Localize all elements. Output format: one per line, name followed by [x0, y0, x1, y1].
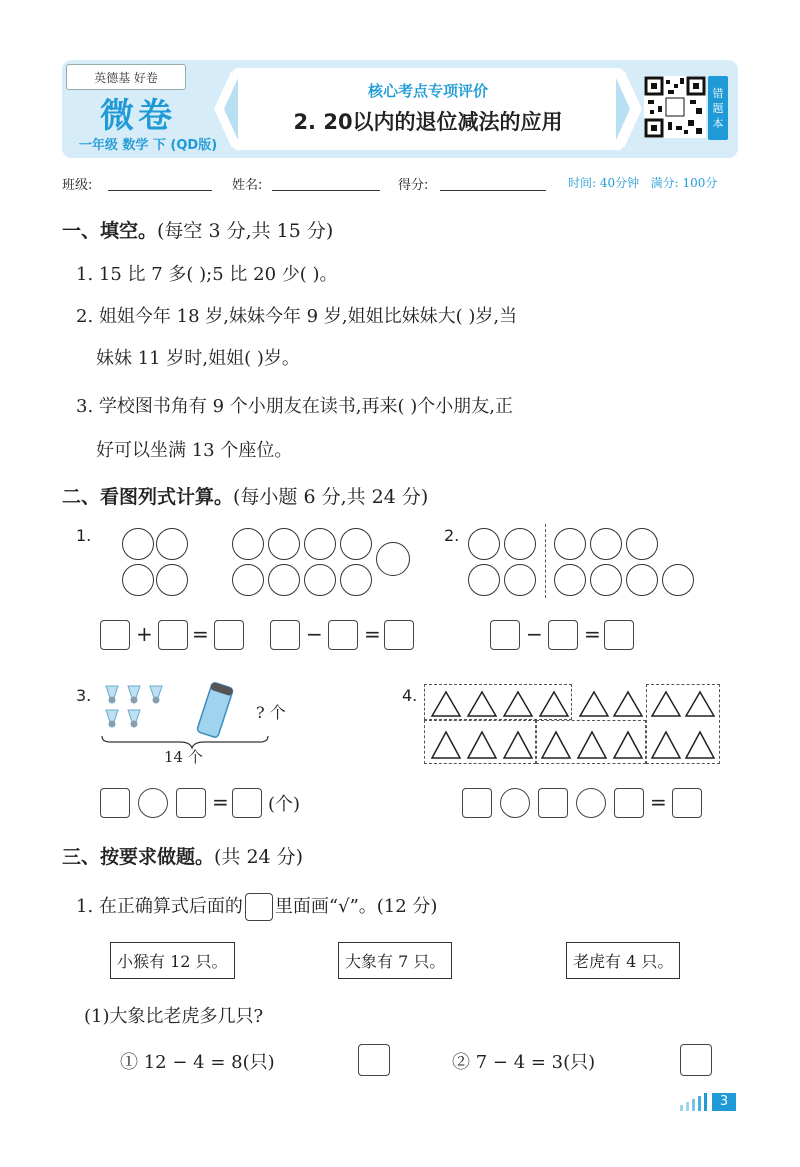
equals-sign: =: [192, 622, 209, 646]
answer-box[interactable]: [672, 788, 702, 818]
triangle: [652, 732, 680, 758]
check-box-option-2[interactable]: [680, 1044, 712, 1076]
q2-3-question: ? 个: [256, 703, 286, 722]
section-2-note: (每小题 6 分,共 24 分): [233, 486, 429, 508]
circle: [554, 528, 586, 560]
example-box: [245, 893, 273, 921]
tag-char-2: 题: [712, 101, 724, 115]
equals-sign: =: [212, 790, 229, 814]
triangle: [504, 732, 532, 758]
grade-subject: 一年级 数学 下 (QD版): [78, 138, 218, 153]
question-3-1: [76, 892, 437, 921]
circle: [156, 564, 188, 596]
circle: [122, 564, 154, 596]
circle: [554, 564, 586, 596]
answer-box[interactable]: [614, 788, 644, 818]
score-field[interactable]: [440, 190, 546, 191]
triangle: [504, 692, 532, 716]
section-3-note: (共 24 分): [214, 846, 304, 868]
triangle: [614, 692, 642, 716]
equals-sign: =: [364, 622, 381, 646]
q2-3-total: 14 个: [164, 748, 203, 766]
circle: [504, 528, 536, 560]
question-1-1: 1. 15 比 7 多( );5 比 20 少( )。: [76, 264, 338, 285]
circle: [304, 564, 336, 596]
name-label: 姓名:: [232, 178, 263, 193]
circle: [504, 564, 536, 596]
answer-box[interactable]: [100, 620, 130, 650]
triangle: [468, 732, 496, 758]
circle: [268, 528, 300, 560]
q2-4-number: 4.: [402, 686, 418, 705]
triangle: [578, 732, 606, 758]
circle: [304, 528, 336, 560]
info-box-elephants: 大象有 7 只。: [338, 942, 452, 979]
triangle: [686, 692, 714, 716]
answer-box[interactable]: [214, 620, 244, 650]
answer-box[interactable]: [548, 620, 578, 650]
triangle-figure: [424, 684, 724, 768]
brand-logo: 英德基 好卷: [66, 64, 186, 90]
class-label: 班级:: [62, 178, 93, 193]
divider-line: [545, 524, 546, 598]
answer-box[interactable]: [270, 620, 300, 650]
answer-box[interactable]: [462, 788, 492, 818]
circle: [590, 528, 622, 560]
section-1-note: (每空 3 分,共 15 分): [157, 220, 334, 242]
option-2: ② 7 − 4 = 3(只): [452, 1052, 596, 1073]
series-title: 微卷: [100, 96, 176, 136]
triangle: [580, 692, 608, 716]
minus-sign: −: [526, 622, 543, 646]
circle: [590, 564, 622, 596]
qr-code-icon[interactable]: [644, 76, 706, 138]
lesson-title: 2. 20以内的退位减法的应用: [293, 110, 563, 134]
circle: [268, 564, 300, 596]
shuttlecock-tube-icon: [197, 682, 234, 738]
answer-box[interactable]: [604, 620, 634, 650]
operator-circle[interactable]: [138, 788, 168, 818]
question-1-2-cont: 妹妹 11 岁时,姐姐( )岁。: [96, 348, 300, 369]
answer-box[interactable]: [158, 620, 188, 650]
answer-box[interactable]: [176, 788, 206, 818]
section-2-heading: [62, 482, 428, 509]
operator-circle[interactable]: [576, 788, 606, 818]
answer-box[interactable]: [328, 620, 358, 650]
class-field[interactable]: [108, 190, 212, 191]
circle: [626, 528, 658, 560]
section-1-heading: [62, 216, 333, 243]
tag-char-1: 错: [712, 86, 724, 100]
triangle: [614, 732, 642, 758]
circle: [376, 542, 410, 576]
section-3-title: 三、按要求做题。: [62, 846, 215, 868]
plus-sign: +: [136, 622, 153, 646]
circle: [468, 564, 500, 596]
page-number: 3: [712, 1093, 736, 1111]
page-bars-icon: [678, 1093, 708, 1111]
circle: [468, 528, 500, 560]
triangle: [540, 692, 568, 716]
q2-3-number: 3.: [76, 686, 92, 705]
answer-box[interactable]: [384, 620, 414, 650]
circle: [232, 528, 264, 560]
triangle: [432, 692, 460, 716]
error-book-tag: [708, 76, 728, 140]
circle: [156, 528, 188, 560]
question-1-3-cont: 好可以坐满 13 个座位。: [96, 440, 293, 461]
option-1: ① 12 − 4 = 8(只): [120, 1052, 275, 1073]
circle: [340, 528, 372, 560]
tag-char-3: 本: [712, 116, 724, 130]
triangle: [468, 692, 496, 716]
unit-label: (个): [268, 794, 301, 815]
triangle: [542, 732, 570, 758]
section-1-title: 一、填空。: [62, 220, 158, 242]
section-3-heading: [62, 842, 303, 869]
q2-2-number: 2.: [444, 526, 460, 545]
answer-box[interactable]: [100, 788, 130, 818]
minus-sign: −: [306, 622, 323, 646]
operator-circle[interactable]: [500, 788, 530, 818]
circle: [340, 564, 372, 596]
question-1-2: 2. 姐姐今年 18 岁,妹妹今年 9 岁,姐姐比妹妹大( )岁,当: [76, 306, 518, 327]
question-1-3: 3. 学校图书角有 9 个小朋友在读书,再来( )个小朋友,正: [76, 396, 513, 417]
equals-sign: =: [584, 622, 601, 646]
triangle: [686, 732, 714, 758]
score-label: 得分:: [398, 178, 429, 193]
info-box-monkeys: 小猴有 12 只。: [110, 942, 235, 979]
full-score: 满分: 100分: [650, 176, 718, 190]
answer-box[interactable]: [490, 620, 520, 650]
triangle: [652, 692, 680, 716]
q3-1-text-pre: 1. 在正确算式后面的: [76, 896, 243, 917]
q3-1-text-post: 里面画“√”。(12 分): [274, 896, 438, 917]
triangle: [432, 732, 460, 758]
sub-question-1: (1)大象比老虎多几只?: [84, 1006, 264, 1027]
shuttlecock-icon: [106, 686, 162, 727]
section-2-title: 二、看图列式计算。: [62, 486, 234, 508]
circle: [232, 564, 264, 596]
time-limit: 时间: 40分钟 满分: 100分: [568, 176, 718, 190]
q2-1-number: 1.: [76, 526, 92, 545]
circle: [662, 564, 694, 596]
answer-box[interactable]: [538, 788, 568, 818]
check-box-option-1[interactable]: [358, 1044, 390, 1076]
info-box-tigers: 老虎有 4 只。: [566, 942, 680, 979]
name-field[interactable]: [272, 190, 380, 191]
equals-sign: =: [650, 790, 667, 814]
subject-title: 核心考点专项评价: [367, 82, 488, 100]
circle: [626, 564, 658, 596]
circle: [122, 528, 154, 560]
answer-box[interactable]: [232, 788, 262, 818]
